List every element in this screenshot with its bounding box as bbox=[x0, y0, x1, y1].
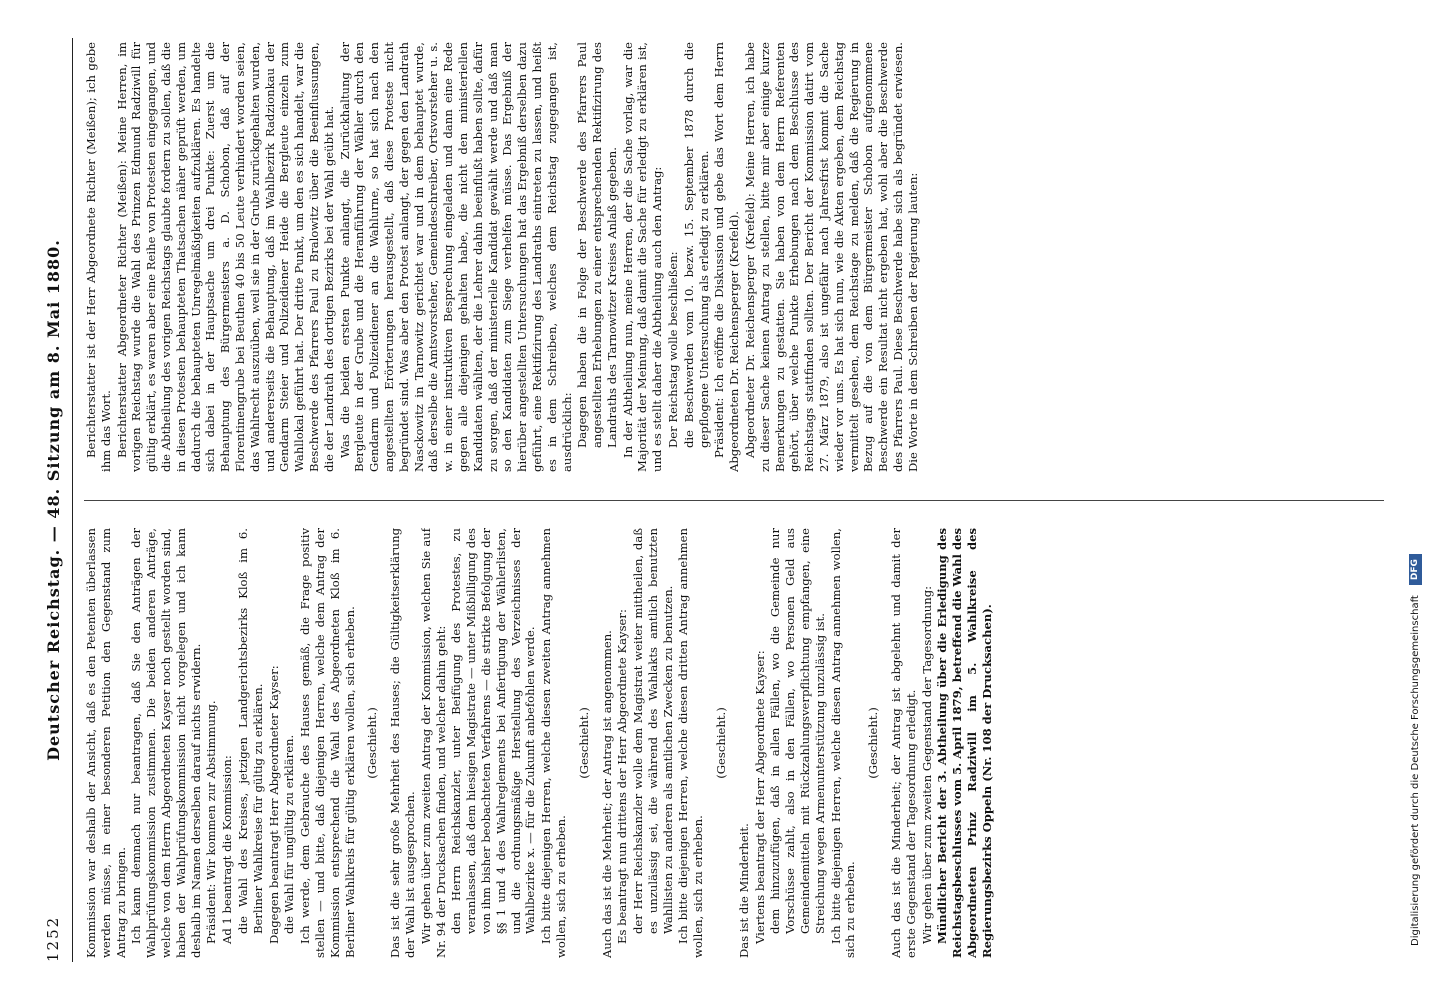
paragraph: Das ist die sehr große Mehrheit des Hauses; die Gültigkeitserklärung der Wahl ist ausgesprochen. bbox=[388, 528, 417, 958]
paragraph: die Wahl des Kreises, jetzigen Landgerichtsbezirks Kloß im 6. Berliner Wahlkreise für gültig zu erklären. bbox=[235, 528, 265, 934]
paragraph: Wir gehen über zum zweiten Gegenstand der Tagesordnung: bbox=[919, 585, 934, 944]
paragraph: Berichterstatter Abgeordneter Richter (Meißen): Meine Herren, im vorigen Reichstag wurde die Wahl des Prinzen Edmund Radziwill für gültig erklärt, es waren aber eine Reihe von Protesten eingegangen, und die Abtheilung des vorigen Reichstags glaubte fordern zu sollen, daß die in diesen Protesten behaupteten Thatsachen näher geprüft werden, um dadurch die behaupteten Unregelmäßigkeiten aufzuklären. Es handelte sich dabei in der Hauptsache um drei Punkte: Zuerst um die Behauptung des Bürgermeisters a. D. Schobon, daß auf der Florentinengrube bei Beuthen 40 bis 50 Leute verhindert worden seien, das Wahlrecht auszuüben, weil sie in der Grube zurückgehalten wurden, und andererseits die Behauptung, daß im Wahlbezirk Radzionkau der Gendarm Steier und Polizeidiener Heide die Bergleute einzeln zum Wahllokal geführt hat. Der dritte Punkt, um den es sich handelt, war die Beschwerde des Pfarrers Paul zu Bralowitz über die Beeinflussungen, die der Landrath des dortigen Bezirks bei der Wahl geübt hat. bbox=[114, 42, 336, 472]
column-divider bbox=[84, 500, 1384, 501]
stage-direction: (Geschieht.) bbox=[866, 707, 881, 779]
paragraph: Dagegen beantragt Herr Abgeordneter Kayser: bbox=[266, 665, 281, 944]
paragraph: Abgeordneter Dr. Reichensperger (Krefeld): Meine Herren, ich habe zu dieser Sache keinen Antrag zu stellen, bitte mir aber einige kurze Bemerkungen zu gestatten. Sie haben von dem Herrn Referenten gehört, über welche Punkte Erhebungen nach dem Beschlusse des Reichstags stattfinden sollten. Der Bericht der Kommission datirt vom 27. März 1879, also ist ungefähr nach Jahresfrist kommt die Sache wieder vor uns. Es hat sich nun, wie die Akten ergeben, dem Reichstag vermittelt gesehen, dem Reichstage zu melden, daß die Regierung in Bezug auf die von dem Bürgermeister Schobon aufgenommene Beschwerde ein Resultat nicht ergeben hat, wohl aber die Beschwerde des Pfarrers Paul. Diese Beschwerde habe sich als begründet erwiesen. Die Worte in dem Schreiben der Regierung lauten: bbox=[743, 42, 920, 472]
left-column bbox=[84, 528, 1384, 958]
paragraph: der Herr Reichskanzler wolle dem Magistrat weiter mittheilen, daß es unzulässig sei, die während des Wahlakts amtlich benutzten Wahllisten zu anderen als amtlichen Zwecken zu benutzen. bbox=[631, 528, 675, 934]
digitization-note: Digitalisierung gefördert durch die Deutsche Forschungsgemeinschaft bbox=[1409, 595, 1421, 946]
paragraph: Es beantragt nun drittens der Herr Abgeordnete Kayser: bbox=[615, 609, 630, 944]
paragraph: Der Reichstag wolle beschließen: bbox=[666, 251, 681, 448]
paragraph: Ad 1 beantragt die Kommission: bbox=[220, 755, 235, 944]
paragraph: Mündlicher Bericht der 3. Abtheilung über die Erledigung des Reichstagsbeschlusses vom 5. April 1879, betreffend die Wahl des Abgeordneten Prinz Radziwill im 5. Wahlkreise des Regierungsbezirks Oppeln (Nr. 108 der Drucksachen). bbox=[935, 528, 994, 958]
paragraph: dem hinzuzufügen, daß in allen Fällen, wo die Gemeinde nur Vorschüsse zahlt, also in den Fällen, wo Personen Geld aus Gemeindemitteln mit Rückzahlungsverpflichtung empfangen, eine Streichung wegen Armenunterstützung unzulässig ist. bbox=[768, 528, 827, 934]
page-title: Deutscher Reichstag. — 48. Sitzung am 8. Mai 1880. bbox=[44, 239, 63, 761]
paragraph: Präsident: Wir kommen zur Abstimmung. bbox=[204, 700, 219, 944]
header-rule bbox=[72, 38, 73, 962]
dfg-logo: DFG bbox=[1409, 554, 1422, 585]
paragraph: Ich bitte diejenigen Herren, welche diesen zweiten Antrag annehmen wollen, sich zu erheben. bbox=[539, 528, 568, 958]
paragraph: Dagegen haben die in Folge der Beschwerde des Pfarrers Paul angestellten Erhebungen zu einer entsprechenden Rektifizirung des Landraths des Tarnowitzer Kreises Anlaß gegeben. bbox=[575, 42, 619, 448]
paragraph: Ich kann demnach nur beantragen, daß Sie den Anträgen der Wahlprüfungskommission zustimmen. Die beiden anderen Anträge, welche von dem Herrn Abgeordneten Kayser noch gestellt worden sind, haben der Wahlprüfungskommission nicht vorgelegen und ich kann deshalb im Namen derselben darauf nichts erwidern. bbox=[129, 528, 203, 958]
paragraph: Kommission war deshalb der Ansicht, daß es den Petenten überlassen werden müsse, in einer besonderen Petition den Gegenstand zum Antrag zu bringen. bbox=[84, 528, 128, 958]
stage-direction: (Geschieht.) bbox=[365, 707, 380, 779]
paragraph: Präsident: Ich eröffne die Diskussion und gebe das Wort dem Herrn Abgeordneten Dr. Reichensperger (Krefeld). bbox=[712, 42, 742, 472]
paragraph: den Herrn Reichskanzler, unter Beifügung des Protestes, zu veranlassen, daß dem hiesigen Magistrate — unter Mißbilligung des von ihm bisher beobachteten Verfahrens — die strikte Befolgung der §§ 1 und 4 des Wahlreglements bei Anfertigung der Wählerlisten, und die ordnungsmäßige Herstellung des Verzeichnisses der Wahlbezirke x. — für die Zukunft anbefohlen werde. bbox=[449, 528, 538, 934]
paragraph: Was die beiden ersten Punkte anlangt, die Zurückhaltung der Bergleute in der Grube und die Heranführung der Wähler durch den Gendarm und Polizeidiener an die Wahlurne, so hat sich nach den angestellten Erörterungen herausgestellt, daß diese Proteste nicht begründet sind. Was aber den Protest anlangt, der gegen den Landrath Nasckowitz in Tarnowitz gerichtet war und in dem behauptet wurde, daß derselbe die Amtsvorsteher, Gemeindeschreiber, Ortsvorsteher u. s. w. in einer instruktiven Besprechung eingeladen und dann eine Rede gegen alle diejenigen gehalten habe, die nicht den ministeriellen Kandidaten wählten, der die Lehrer dahin beeinflußt haben sollte, dafür zu sorgen, daß der ministerielle Kandidat gewählt werde und daß man so den Kandidaten zum Siege verhelfen müsse. Das Ergebniß der hierüber angestellten Untersuchungen hat das Ergebniß derselben dazu geführt, eine Rektifizirung des Landraths eintreten zu lassen, und heißt es in dem Schreiben, welches dem Reichstag zugegangen ist, ausdrücklich: bbox=[337, 42, 574, 472]
stage-direction: (Geschieht.) bbox=[576, 707, 591, 779]
paragraph: Auch das ist die Mehrheit; der Antrag ist angenommen. bbox=[599, 630, 614, 958]
right-column bbox=[84, 42, 1384, 472]
paragraph: die Wahl für ungültig zu erklären. bbox=[282, 734, 297, 934]
paragraph: Ich bitte diejenigen Herren, welche diesen Antrag annehmen wollen, sich zu erheben. bbox=[828, 528, 858, 958]
paragraph: In der Abtheilung nun, meine Herren, der die Sache vorlag, war die Majorität der Meinung, daß damit die Sache für erledigt zu erklären ist, und es stellt daher die Abtheilung auch den Antrag: bbox=[620, 42, 665, 472]
paragraph: Viertens beantragt der Herr Abgeordnete Kayser: bbox=[752, 650, 767, 944]
paragraph: Ich werde, dem Gebrauche des Hauses gemäß, die Frage positiv stellen — und bitte, daß diejenigen Herren, welche dem Antrag der Kommission entsprechend die Wahl des Abgeordneten Kloß im 6. Berliner Wahlkreis für gültig erklären wollen, sich erheben. bbox=[298, 528, 357, 958]
paragraph: Berichterstatter ist der Herr Abgeordnete Richter (Meißen); ich gebe ihm das Wort. bbox=[84, 42, 113, 472]
paragraph: Auch das ist die Minderheit; der Antrag ist abgelehnt und damit der erste Gegenstand der Tagesordnung erledigt. bbox=[889, 528, 918, 958]
page-number: 1252 bbox=[44, 915, 62, 962]
paragraph: Das ist die Minderheit. bbox=[736, 823, 751, 958]
paragraph: Ich bitte diejenigen Herren, welche diesen dritten Antrag annehmen wollen, sich zu erheben. bbox=[676, 528, 706, 958]
stage-direction: (Geschieht.) bbox=[714, 707, 729, 779]
digitization-stamp bbox=[1408, 126, 1422, 946]
paragraph: Wir gehen über zum zweiten Antrag der Kommission, welchen Sie auf Nr. 94 der Drucksachen finden, und welcher dahin geht: bbox=[418, 528, 448, 958]
page-header bbox=[44, 38, 68, 962]
paragraph: die Beschwerden vom 10. bezw. 15. September 1878 durch die gepflogene Untersuchung als erledigt zu erklären. bbox=[681, 42, 711, 448]
